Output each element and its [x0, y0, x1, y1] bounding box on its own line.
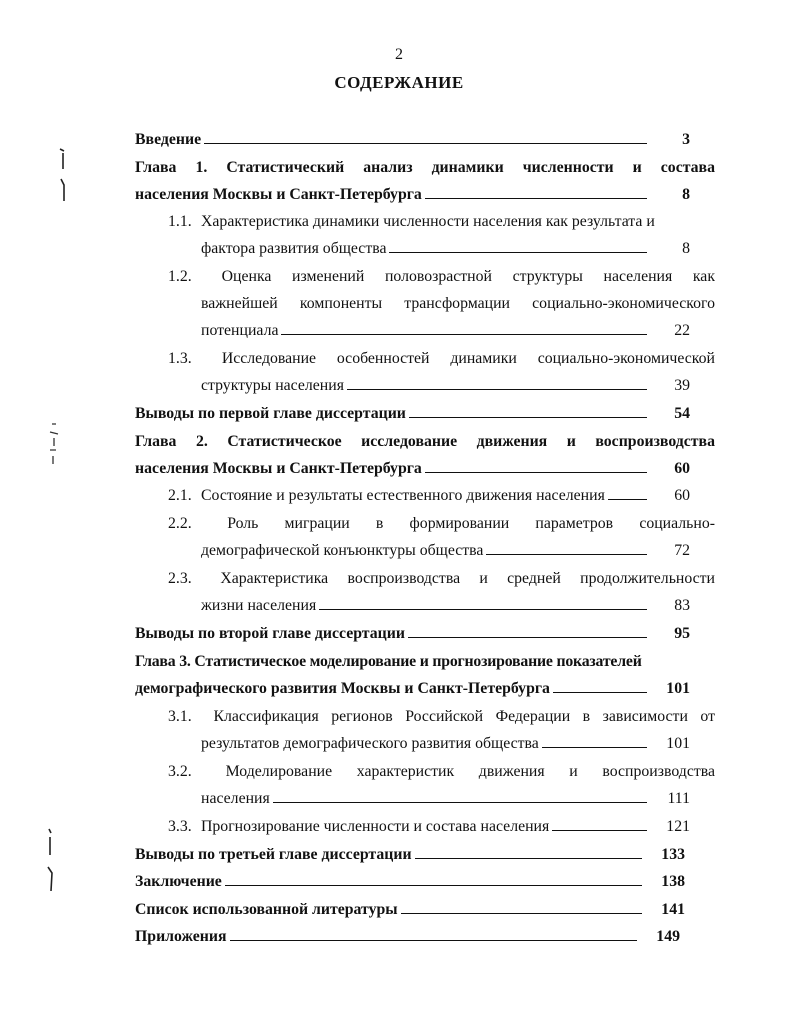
- toc-entry-title: потенциала: [201, 322, 279, 339]
- toc-section-2-3-line-2: [201, 593, 690, 619]
- toc-leader: [553, 678, 647, 693]
- toc-page-number: 8: [682, 186, 690, 203]
- toc-section-number: 1.2.: [168, 268, 192, 285]
- toc-entry-title: населения Москвы и Санкт-Петербурга: [135, 186, 422, 203]
- toc-leader: [225, 871, 642, 886]
- toc-entry-intro: [135, 127, 690, 153]
- toc-page-number: 60: [674, 487, 690, 504]
- toc-section-number: 2.1.: [168, 487, 192, 504]
- toc-entry-title: Исследование особенностей динамики социально-экономической: [221, 350, 715, 367]
- toc-chapter-1-line-2: [135, 182, 690, 208]
- toc-leader: [281, 320, 647, 335]
- toc-section-1-3-line-1: [168, 346, 715, 372]
- toc-section-2-2-line-2: [201, 538, 690, 564]
- toc-chapter-1-line-1: Глава 1. Статистический анализ динамики численности и состава: [135, 159, 715, 176]
- toc-section-3-3: [168, 814, 690, 840]
- page-title: СОДЕРЖАНИЕ: [334, 73, 464, 92]
- toc-page-number: 8: [682, 240, 690, 257]
- toc-entry-title: Введение: [135, 131, 202, 148]
- toc-leader: [347, 375, 647, 390]
- toc-page-number: 39: [674, 377, 690, 394]
- toc-entry-title: результатов демографического развития общества: [201, 735, 539, 752]
- toc-page-number: 72: [674, 542, 690, 559]
- toc-section-3-1-line-2: [201, 731, 690, 757]
- toc-section-3-2-line-2: [201, 786, 690, 812]
- toc-leader: [230, 926, 637, 941]
- toc-section-2-3-line-1: [168, 566, 715, 592]
- toc-leader: [542, 733, 647, 748]
- toc-page-number: 111: [667, 790, 690, 807]
- toc-section-1-1-line-1: [168, 209, 715, 235]
- toc-section-number: 1.3.: [168, 350, 192, 367]
- toc-section-1-2-line-3: [201, 318, 690, 344]
- toc-leader: [552, 816, 647, 831]
- toc-section-number: 3.2.: [168, 763, 192, 780]
- scan-artifact-mark: [40, 825, 60, 895]
- toc-entry-references: [135, 897, 685, 923]
- toc-section-2-1: [168, 483, 690, 509]
- toc-entry-title: Прогнозирование численности и состава населения: [201, 818, 550, 835]
- toc-page-number: 54: [674, 405, 690, 422]
- toc-page-number: 101: [666, 735, 690, 752]
- toc-chapter-3-line-1: Глава 3. Статистическое моделирование и прогнозирование показателей: [135, 653, 642, 670]
- toc-entry-title: Заключение: [135, 873, 222, 890]
- toc-entry-conclusions-1: [135, 401, 690, 427]
- toc-entry-title: Состояние и результаты естественного движения населения: [201, 487, 605, 504]
- toc-leader: [608, 485, 647, 500]
- toc-chapter-2-line-2: [135, 456, 690, 482]
- toc-entry-title: населения: [201, 790, 270, 807]
- toc-page-number: 133: [661, 846, 685, 863]
- toc-section-1-2-line-2: важнейшей компоненты трансформации социально-экономического: [201, 295, 715, 312]
- toc-page-number: 95: [674, 625, 690, 642]
- toc-entry-conclusions-3: [135, 842, 685, 868]
- toc-entry-title: Характеристика воспроизводства и средней продолжительности: [220, 570, 715, 587]
- toc-entry-title: фактора развития общества: [201, 240, 387, 257]
- toc-page-number: 101: [666, 680, 690, 697]
- toc-page-number: 60: [674, 460, 690, 477]
- toc-section-3-1-line-1: [168, 704, 715, 730]
- toc-leader: [273, 788, 647, 803]
- toc-entry-title: населения Москвы и Санкт-Петербурга: [135, 460, 422, 477]
- toc-entry-title: демографического развития Москвы и Санкт-Петербурга: [135, 680, 550, 697]
- scan-artifact-mark: [52, 145, 72, 205]
- toc-page-number: 83: [674, 597, 690, 614]
- toc-entry-title: жизни населения: [201, 597, 317, 614]
- page-number: 2: [395, 46, 403, 63]
- toc-page-number: 3: [682, 131, 690, 148]
- toc-chapter-2-line-1: Глава 2. Статистическое исследование движения и воспроизводства: [135, 433, 715, 450]
- toc-page-number: 149: [656, 928, 680, 945]
- toc-entry-title: Роль миграции в формировании параметров социально-: [227, 515, 715, 532]
- toc-entry-title: Выводы по второй главе диссертации: [135, 625, 405, 642]
- toc-leader: [389, 238, 647, 253]
- toc-section-number: 2.3.: [168, 570, 192, 587]
- toc-leader: [425, 458, 647, 473]
- toc-entry-title: Классификация регионов Российской Федерации в зависимости от: [213, 708, 715, 725]
- toc-section-number: 3.3.: [168, 818, 192, 835]
- toc-leader: [415, 844, 642, 859]
- toc-leader: [204, 129, 647, 144]
- toc-entry-title: демографической конъюнктуры общества: [201, 542, 484, 559]
- toc-leader: [486, 540, 647, 555]
- toc-section-3-2-line-1: [168, 759, 715, 785]
- toc-section-number: 2.2.: [168, 515, 192, 532]
- toc-entry-title: Приложения: [135, 928, 227, 945]
- toc-section-2-2-line-1: [168, 511, 715, 537]
- toc-leader: [408, 623, 647, 638]
- toc-section-1-3-line-2: [201, 373, 690, 399]
- toc-entry-title: Характеристика динамики численности населения как результата и: [201, 213, 655, 230]
- toc-page-number: 141: [661, 901, 685, 918]
- toc-leader: [401, 899, 642, 914]
- toc-chapter-3-line-2: [135, 676, 690, 702]
- toc-entry-title: Выводы по первой главе диссертации: [135, 405, 406, 422]
- toc-entry-conclusions-2: [135, 621, 690, 647]
- toc-section-number: 1.1.: [168, 213, 192, 230]
- toc-entry-title: Выводы по третьей главе диссертации: [135, 846, 412, 863]
- toc-entry-conclusion: [135, 869, 685, 895]
- toc-entry-title: Оценка изменений половозрастной структуры населения как: [221, 268, 715, 285]
- toc-section-1-2-line-1: [168, 264, 715, 290]
- toc-entry-title: Список использованной литературы: [135, 901, 398, 918]
- toc-page-number: 138: [661, 873, 685, 890]
- toc-section-1-1-line-2: [201, 236, 690, 262]
- scan-artifact-mark: [44, 420, 64, 470]
- toc-page-number: 121: [666, 818, 690, 835]
- toc-leader: [409, 403, 647, 418]
- toc-entry-title: Моделирование характеристик движения и воспроизводства: [225, 763, 715, 780]
- toc-entry-title: структуры населения: [201, 377, 344, 394]
- toc-entry-appendix: [135, 924, 680, 950]
- toc-leader: [425, 184, 647, 199]
- toc-leader: [319, 595, 647, 610]
- toc-section-number: 3.1.: [168, 708, 192, 725]
- toc-page-number: 22: [674, 322, 690, 339]
